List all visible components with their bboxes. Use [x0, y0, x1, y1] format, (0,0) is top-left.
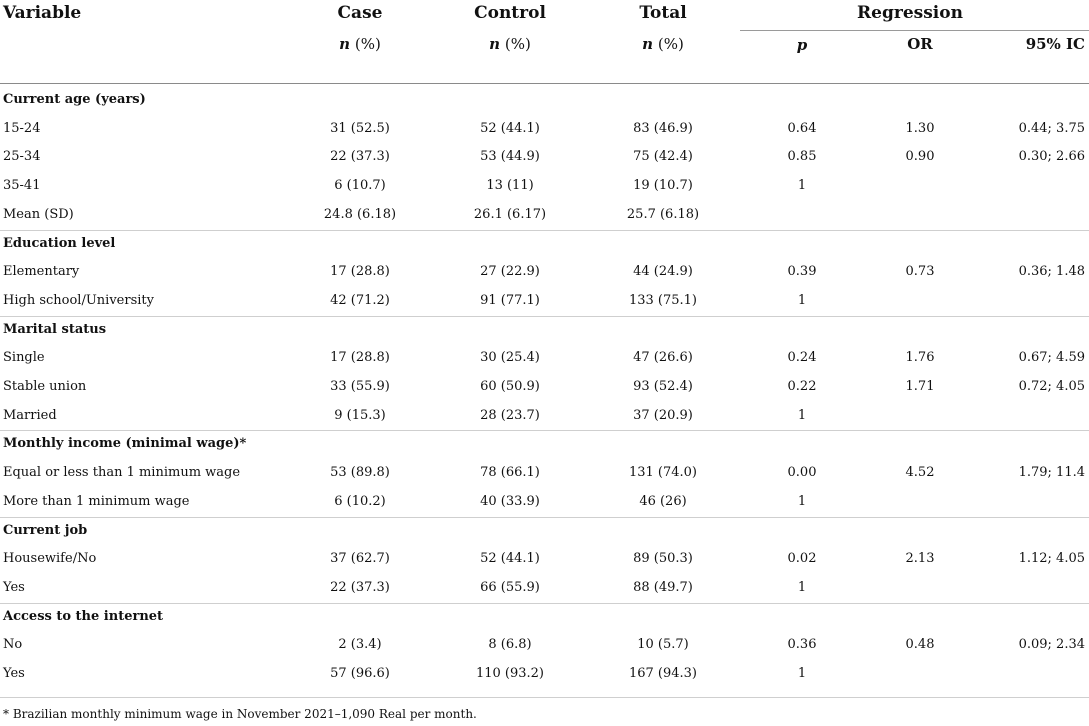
- row-label: Current job: [3, 522, 88, 538]
- table-row: [0, 203, 1089, 227]
- section-divider: [0, 603, 1089, 604]
- table-row: [0, 375, 1089, 399]
- p-value-cell: 0.22: [787, 379, 817, 394]
- percent-suffix: (%): [500, 35, 531, 53]
- row-label: Current age (years): [3, 92, 146, 107]
- table-row: [0, 461, 1089, 485]
- control-cell: 78 (66.1): [480, 465, 540, 481]
- case-cell: 17 (28.8): [330, 350, 390, 366]
- odds-ratio-cell: 0.90: [905, 149, 935, 165]
- n-symbol: n: [642, 35, 654, 53]
- section-header-row: [0, 318, 1089, 342]
- total-cell: 75 (42.4): [633, 149, 693, 165]
- p-value-cell: 0.36: [787, 637, 817, 653]
- control-cell: 52 (44.1): [480, 551, 540, 567]
- table-row: [0, 117, 1089, 141]
- section-divider: [0, 316, 1089, 317]
- total-cell: 167 (94.3): [628, 666, 698, 681]
- case-cell: 57 (96.6): [330, 666, 390, 681]
- row-label: High school/University: [3, 292, 154, 308]
- p-value-cell: 0.00: [787, 465, 817, 481]
- p-value-cell: 1: [797, 292, 807, 308]
- p-value-cell: 0.85: [787, 149, 817, 165]
- table-row: [0, 576, 1089, 600]
- total-cell: 44 (24.9): [633, 264, 693, 280]
- total-cell: 133 (75.1): [628, 292, 698, 308]
- section-header-row: [0, 432, 1089, 456]
- control-cell: 60 (50.9): [480, 379, 540, 394]
- n-symbol: n: [489, 35, 501, 53]
- total-cell: 10 (5.7): [637, 637, 689, 653]
- header-total: Total: [639, 3, 687, 23]
- control-cell: 52 (44.1): [480, 120, 540, 136]
- row-label: More than 1 minimum wage: [3, 493, 190, 509]
- total-cell: 46 (26): [639, 493, 687, 509]
- odds-ratio-cell: 2.13: [905, 551, 935, 567]
- row-label: Stable union: [3, 379, 87, 394]
- case-cell: 9 (15.3): [334, 407, 386, 423]
- control-cell: 40 (33.9): [480, 493, 540, 509]
- case-cell: 6 (10.7): [334, 178, 386, 194]
- row-label: Mean (SD): [3, 206, 74, 222]
- header-control: Control: [474, 3, 546, 23]
- section-divider: [0, 430, 1089, 431]
- case-cell: 17 (28.8): [330, 264, 390, 280]
- percent-suffix: (%): [350, 35, 381, 53]
- row-label: Equal or less than 1 minimum wage: [3, 465, 241, 481]
- row-label: Housewife/No: [3, 551, 97, 567]
- table-row: [0, 662, 1089, 686]
- total-cell: 37 (20.9): [633, 407, 693, 423]
- odds-ratio-cell: 4.52: [905, 465, 935, 481]
- subheader-p: [762, 36, 842, 54]
- row-label: 25-34: [3, 149, 41, 165]
- row-label: Single: [3, 350, 45, 366]
- row-label: 35-41: [3, 178, 41, 194]
- row-label: No: [3, 637, 23, 653]
- row-label: Marital status: [3, 321, 107, 337]
- table-row: [0, 174, 1089, 198]
- table-row: [0, 260, 1089, 284]
- confidence-interval-cell: 1.12; 4.05: [1018, 551, 1085, 567]
- header-case: Case: [337, 3, 383, 23]
- p-value-cell: 1: [797, 579, 807, 595]
- header-variable: Variable: [3, 3, 82, 23]
- case-cell: 22 (37.3): [330, 149, 390, 165]
- row-label: Education level: [3, 235, 116, 251]
- total-cell: 89 (50.3): [633, 551, 693, 567]
- row-label: 15-24: [3, 120, 41, 136]
- odds-ratio-cell: 1.76: [905, 350, 935, 366]
- n-symbol: n: [339, 35, 351, 53]
- odds-ratio-cell: 1.30: [905, 120, 935, 136]
- table-row: [0, 547, 1089, 571]
- subheader-case: [300, 35, 420, 53]
- total-cell: 25.7 (6.18): [626, 206, 700, 222]
- case-cell: 2 (3.4): [338, 637, 382, 653]
- table-row: [0, 633, 1089, 657]
- section-header-row: [0, 88, 1089, 112]
- case-cell: 24.8 (6.18): [323, 206, 397, 222]
- case-cell: 22 (37.3): [330, 579, 390, 595]
- table-row: [0, 404, 1089, 428]
- table-row: [0, 490, 1089, 514]
- total-cell: 83 (46.9): [633, 120, 693, 136]
- p-value-cell: 1: [797, 407, 807, 423]
- total-cell: 93 (52.4): [633, 379, 693, 394]
- subheader-or: OR: [907, 35, 933, 53]
- p-value-cell: 1: [797, 178, 807, 194]
- control-cell: 28 (23.7): [480, 407, 540, 423]
- confidence-interval-cell: 0.44; 3.75: [1018, 120, 1085, 136]
- table-row: [0, 289, 1089, 313]
- section-divider: [0, 517, 1089, 518]
- case-cell: 53 (89.8): [330, 465, 390, 481]
- odds-ratio-cell: 0.73: [905, 264, 935, 280]
- row-label: Married: [3, 407, 57, 423]
- section-header-row: [0, 605, 1089, 629]
- subheader-total: [603, 35, 723, 53]
- table-row: [0, 346, 1089, 370]
- table-row: [0, 145, 1089, 169]
- control-cell: 53 (44.9): [480, 149, 540, 165]
- confidence-interval-cell: 0.09; 2.34: [1018, 637, 1085, 653]
- section-divider: [0, 230, 1089, 231]
- control-cell: 66 (55.9): [480, 579, 540, 595]
- case-cell: 33 (55.9): [330, 379, 390, 394]
- odds-ratio-cell: 1.71: [905, 379, 935, 394]
- p-value-cell: 1: [797, 666, 807, 681]
- confidence-interval-cell: 0.30; 2.66: [1018, 149, 1085, 165]
- percent-suffix: (%): [653, 35, 684, 53]
- subheader-ci: 95% IC: [1025, 35, 1085, 53]
- control-cell: 26.1 (6.17): [473, 206, 547, 222]
- control-cell: 13 (11): [486, 178, 534, 194]
- header-rule: [0, 83, 1089, 84]
- regression-underline: [740, 30, 1089, 31]
- case-cell: 37 (62.7): [330, 551, 390, 567]
- row-label: Access to the internet: [3, 608, 164, 624]
- odds-ratio-cell: 0.48: [905, 637, 935, 653]
- footnote: * Brazilian monthly minimum wage in November 2021–1,090 Real per month.: [3, 707, 477, 721]
- control-cell: 91 (77.1): [480, 292, 540, 308]
- row-label: Monthly income (minimal wage)*: [3, 436, 247, 452]
- control-cell: 110 (93.2): [475, 666, 545, 681]
- section-header-row: [0, 519, 1089, 543]
- confidence-interval-cell: 0.36; 1.48: [1018, 264, 1085, 280]
- total-cell: 47 (26.6): [633, 350, 693, 366]
- bottom-rule: [0, 697, 1089, 698]
- p-value-cell: 0.64: [787, 120, 817, 136]
- p-value-cell: 0.02: [787, 551, 817, 567]
- control-cell: 27 (22.9): [480, 264, 540, 280]
- header-regression: Regression: [857, 3, 963, 23]
- p-value-cell: 1: [797, 493, 807, 509]
- total-cell: 88 (49.7): [633, 579, 693, 595]
- case-cell: 31 (52.5): [330, 120, 390, 136]
- p-value-cell: 0.39: [787, 264, 817, 280]
- row-label: Yes: [3, 579, 25, 595]
- section-header-row: [0, 232, 1089, 256]
- p-symbol: p: [796, 36, 808, 54]
- case-cell: 6 (10.2): [334, 493, 386, 509]
- row-label: Yes: [3, 666, 25, 681]
- subheader-control: [450, 35, 570, 53]
- row-label: Elementary: [3, 264, 80, 280]
- p-value-cell: 0.24: [787, 350, 817, 366]
- control-cell: 8 (6.8): [488, 637, 532, 653]
- total-cell: 19 (10.7): [633, 178, 693, 194]
- control-cell: 30 (25.4): [480, 350, 540, 366]
- case-cell: 42 (71.2): [330, 292, 390, 308]
- confidence-interval-cell: 1.79; 11.4: [1018, 465, 1085, 481]
- total-cell: 131 (74.0): [628, 465, 698, 481]
- confidence-interval-cell: 0.72; 4.05: [1018, 379, 1085, 394]
- confidence-interval-cell: 0.67; 4.59: [1018, 350, 1085, 366]
